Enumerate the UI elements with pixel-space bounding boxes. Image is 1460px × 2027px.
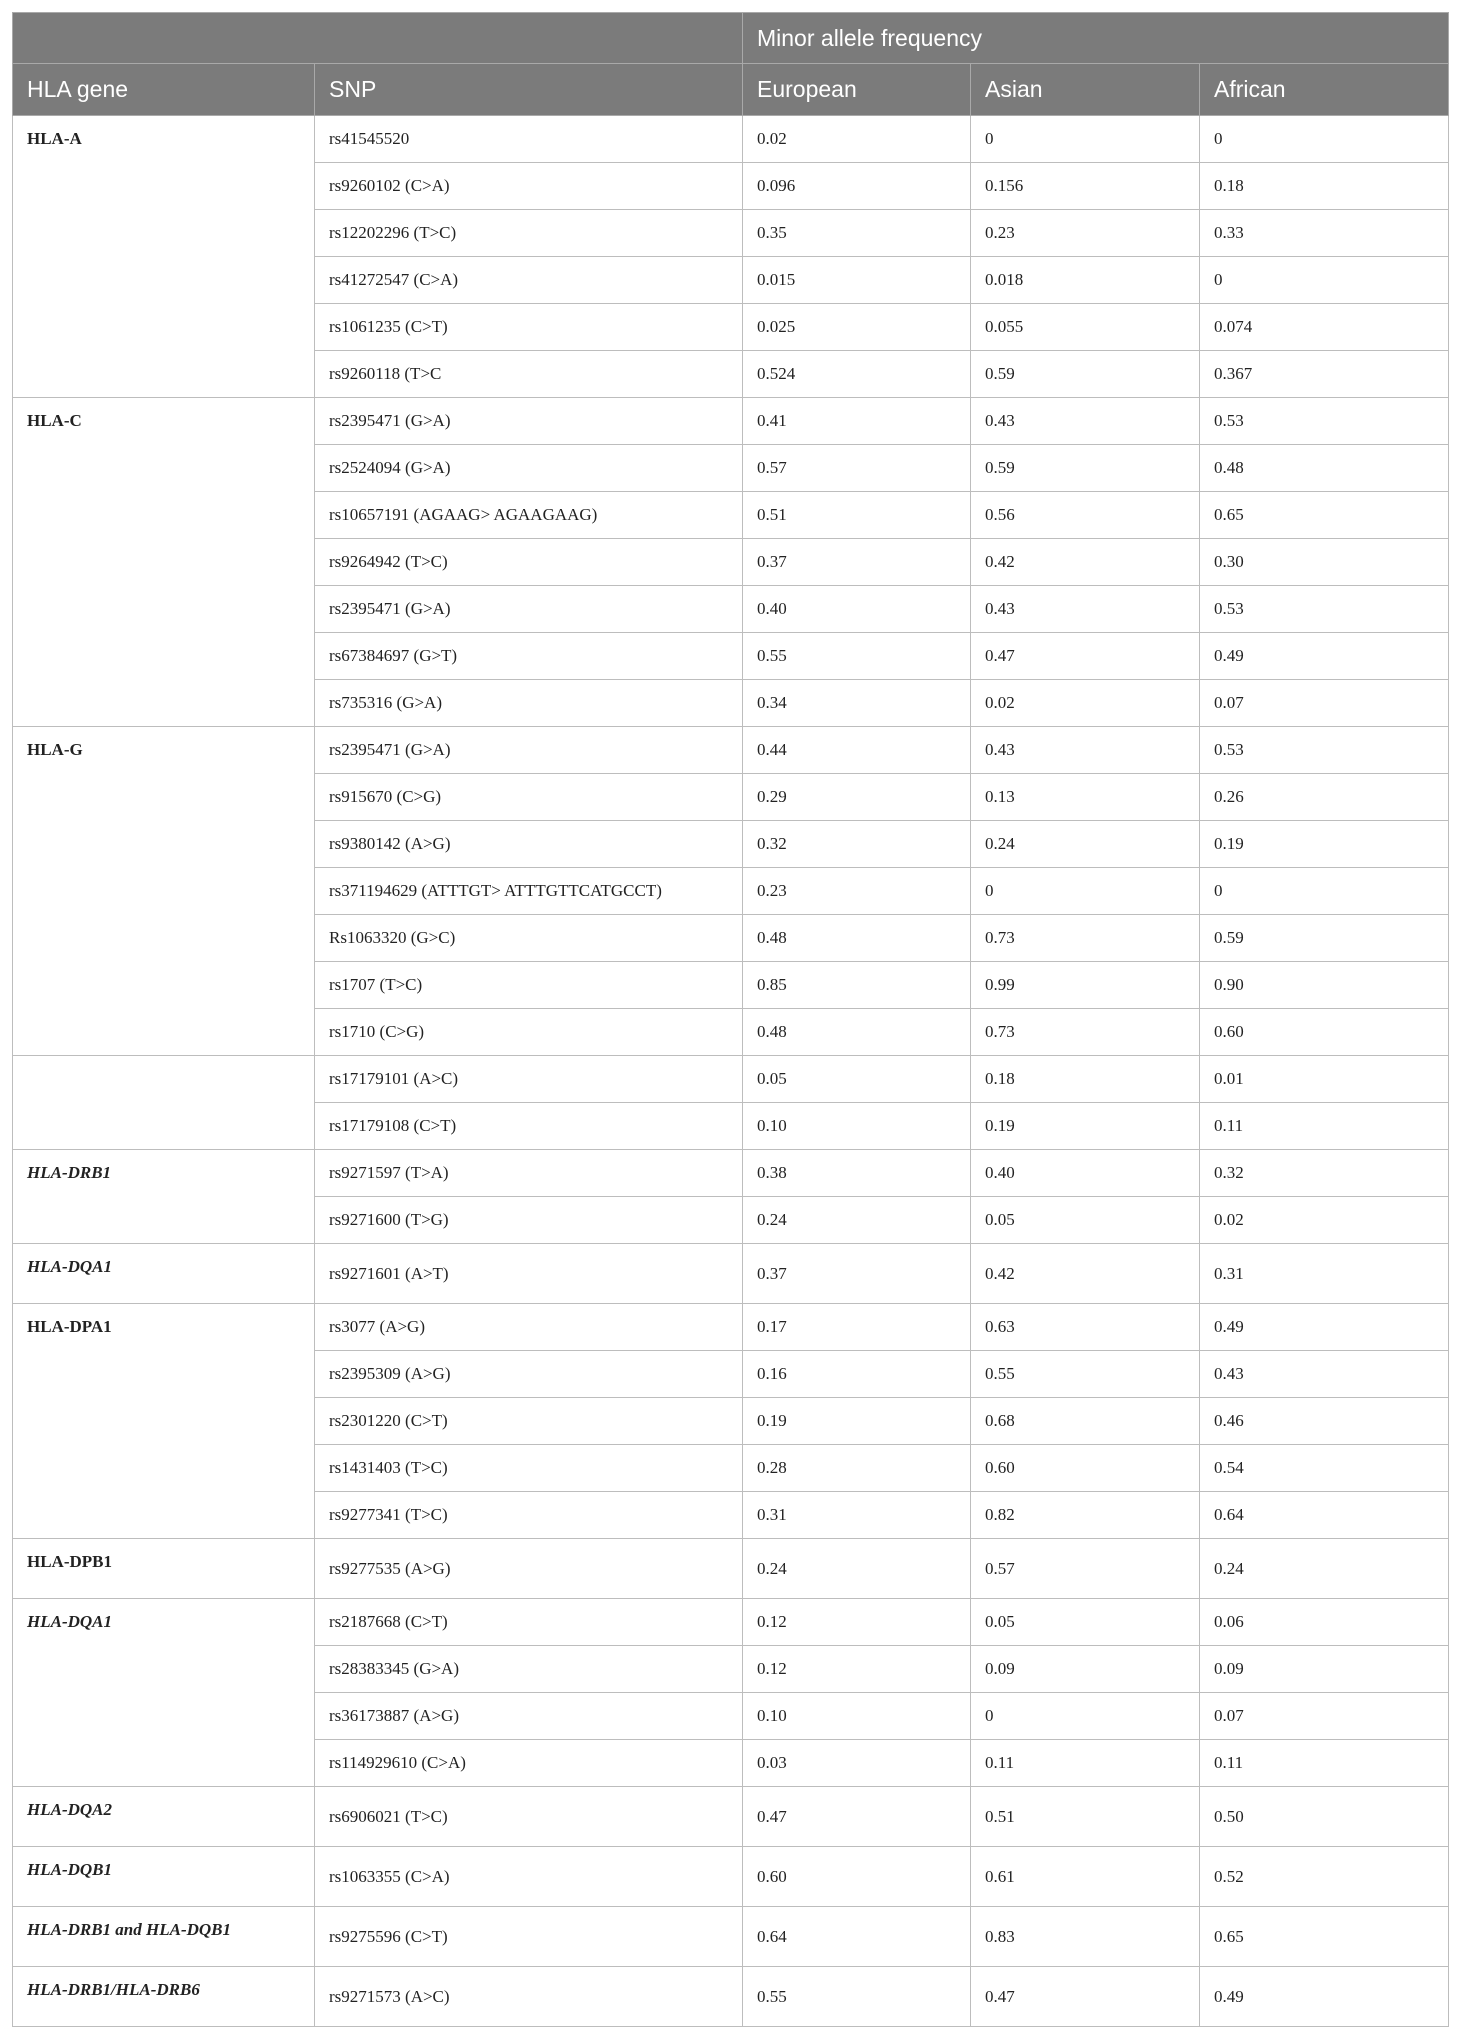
table-row [13,1967,1449,2027]
african-frequency-cell: 0.50 [1200,1787,1449,1847]
european-frequency-cell: 0.55 [743,633,971,680]
table-header [13,13,1449,116]
asian-frequency-cell: 0 [971,1693,1200,1740]
snp-cell: rs2395471 (G>A) [315,727,743,774]
allele-frequency-table-container [12,12,1448,2027]
european-frequency-cell: 0.35 [743,210,971,257]
european-frequency-cell: 0.17 [743,1304,971,1351]
asian-frequency-cell: 0.43 [971,727,1200,774]
asian-frequency-cell: 0.68 [971,1398,1200,1445]
snp-cell: rs28383345 (G>A) [315,1646,743,1693]
european-frequency-cell: 0.40 [743,586,971,633]
asian-frequency-cell: 0.24 [971,821,1200,868]
african-frequency-cell: 0.48 [1200,445,1449,492]
european-frequency-cell: 0.29 [743,774,971,821]
asian-frequency-cell: 0.59 [971,351,1200,398]
african-frequency-cell: 0.65 [1200,492,1449,539]
european-frequency-cell: 0.64 [743,1907,971,1967]
european-frequency-cell: 0.38 [743,1150,971,1197]
african-frequency-cell: 0.49 [1200,1967,1449,2027]
european-frequency-cell: 0.02 [743,116,971,163]
snp-cell: rs9275596 (C>T) [315,1907,743,1967]
snp-cell: rs1707 (T>C) [315,962,743,1009]
african-frequency-cell: 0.11 [1200,1103,1449,1150]
table-row [13,1599,1449,1646]
hla-gene-cell: HLA-DQA1 [13,1599,315,1787]
african-frequency-cell: 0 [1200,868,1449,915]
snp-cell: rs1710 (C>G) [315,1009,743,1056]
european-frequency-cell: 0.51 [743,492,971,539]
snp-cell: rs10657191 (AGAAG> AGAAGAAG) [315,492,743,539]
european-frequency-cell: 0.24 [743,1197,971,1244]
snp-cell: rs9264942 (T>C) [315,539,743,586]
african-frequency-cell: 0 [1200,116,1449,163]
snp-cell: rs9271601 (A>T) [315,1244,743,1304]
european-frequency-cell: 0.57 [743,445,971,492]
snp-cell: rs2395471 (G>A) [315,586,743,633]
asian-frequency-cell: 0.156 [971,163,1200,210]
table-row [13,1787,1449,1847]
table-row [13,1056,1449,1103]
african-frequency-cell: 0.18 [1200,163,1449,210]
asian-frequency-cell: 0.018 [971,257,1200,304]
header-group-row [13,13,1449,64]
asian-frequency-cell: 0.40 [971,1150,1200,1197]
european-frequency-cell: 0.096 [743,163,971,210]
asian-frequency-cell: 0.47 [971,633,1200,680]
asian-frequency-cell: 0.56 [971,492,1200,539]
african-frequency-cell: 0.31 [1200,1244,1449,1304]
european-frequency-cell: 0.03 [743,1740,971,1787]
snp-cell: rs41272547 (C>A) [315,257,743,304]
asian-frequency-cell: 0.43 [971,586,1200,633]
asian-frequency-cell: 0.18 [971,1056,1200,1103]
asian-frequency-cell: 0.82 [971,1492,1200,1539]
asian-frequency-cell: 0.05 [971,1599,1200,1646]
table-row [13,1244,1449,1304]
african-frequency-cell: 0.09 [1200,1646,1449,1693]
african-frequency-cell: 0.59 [1200,915,1449,962]
asian-frequency-cell: 0.42 [971,1244,1200,1304]
african-frequency-cell: 0.49 [1200,633,1449,680]
hla-gene-cell: HLA-DPA1 [13,1304,315,1539]
african-frequency-cell: 0.32 [1200,1150,1449,1197]
european-frequency-cell: 0.31 [743,1492,971,1539]
snp-cell: rs1431403 (T>C) [315,1445,743,1492]
snp-cell: rs9271573 (A>C) [315,1967,743,2027]
snp-cell: rs2395471 (G>A) [315,398,743,445]
european-frequency-cell: 0.32 [743,821,971,868]
european-frequency-cell: 0.47 [743,1787,971,1847]
asian-frequency-cell: 0.99 [971,962,1200,1009]
snp-cell: rs9271597 (T>A) [315,1150,743,1197]
european-frequency-cell: 0.37 [743,1244,971,1304]
european-frequency-cell: 0.12 [743,1646,971,1693]
header-blank-cell [13,13,743,64]
african-frequency-cell: 0.46 [1200,1398,1449,1445]
asian-frequency-cell: 0.43 [971,398,1200,445]
snp-cell: rs2524094 (G>A) [315,445,743,492]
asian-frequency-cell: 0 [971,116,1200,163]
asian-frequency-cell: 0.05 [971,1197,1200,1244]
european-frequency-cell: 0.44 [743,727,971,774]
african-frequency-cell: 0 [1200,257,1449,304]
snp-cell: rs36173887 (A>G) [315,1693,743,1740]
african-frequency-cell: 0.07 [1200,680,1449,727]
snp-cell: rs915670 (C>G) [315,774,743,821]
asian-frequency-cell: 0.57 [971,1539,1200,1599]
table-row [13,1539,1449,1599]
african-frequency-cell: 0.01 [1200,1056,1449,1103]
snp-cell: rs9260102 (C>A) [315,163,743,210]
african-frequency-cell: 0.19 [1200,821,1449,868]
asian-frequency-cell: 0.09 [971,1646,1200,1693]
african-frequency-cell: 0.30 [1200,539,1449,586]
asian-frequency-cell: 0.55 [971,1351,1200,1398]
african-frequency-cell: 0.52 [1200,1847,1449,1907]
snp-cell: rs1063355 (C>A) [315,1847,743,1907]
snp-cell: rs9277341 (T>C) [315,1492,743,1539]
european-frequency-cell: 0.16 [743,1351,971,1398]
hla-gene-cell [13,1056,315,1150]
african-frequency-cell: 0.074 [1200,304,1449,351]
african-frequency-cell: 0.60 [1200,1009,1449,1056]
snp-cell: rs6906021 (T>C) [315,1787,743,1847]
european-frequency-cell: 0.015 [743,257,971,304]
table-row [13,1150,1449,1197]
european-frequency-cell: 0.60 [743,1847,971,1907]
snp-cell: rs17179108 (C>T) [315,1103,743,1150]
european-frequency-cell: 0.28 [743,1445,971,1492]
asian-frequency-cell: 0.63 [971,1304,1200,1351]
asian-frequency-cell: 0.61 [971,1847,1200,1907]
african-frequency-cell: 0.02 [1200,1197,1449,1244]
snp-cell: rs1061235 (C>T) [315,304,743,351]
hla-gene-cell: HLA-DRB1 and HLA-DQB1 [13,1907,315,1967]
snp-cell: rs9277535 (A>G) [315,1539,743,1599]
table-row [13,1907,1449,1967]
european-frequency-cell: 0.34 [743,680,971,727]
european-frequency-cell: 0.41 [743,398,971,445]
header-minor-allele-frequency: Minor allele frequency [743,13,1449,64]
african-frequency-cell: 0.07 [1200,1693,1449,1740]
asian-frequency-cell: 0.13 [971,774,1200,821]
snp-cell: rs2395309 (A>G) [315,1351,743,1398]
african-frequency-cell: 0.53 [1200,398,1449,445]
asian-frequency-cell: 0.19 [971,1103,1200,1150]
snp-cell: rs41545520 [315,116,743,163]
table-row [13,1847,1449,1907]
asian-frequency-cell: 0.02 [971,680,1200,727]
header-african: African [1200,64,1449,116]
asian-frequency-cell: 0.23 [971,210,1200,257]
european-frequency-cell: 0.37 [743,539,971,586]
hla-gene-cell: HLA-A [13,116,315,398]
header-snp: SNP [315,64,743,116]
european-frequency-cell: 0.24 [743,1539,971,1599]
african-frequency-cell: 0.49 [1200,1304,1449,1351]
hla-gene-cell: HLA-DRB1/HLA-DRB6 [13,1967,315,2027]
snp-cell: rs735316 (G>A) [315,680,743,727]
african-frequency-cell: 0.90 [1200,962,1449,1009]
snp-cell: rs12202296 (T>C) [315,210,743,257]
hla-gene-cell: HLA-DRB1 [13,1150,315,1244]
hla-gene-cell: HLA-G [13,727,315,1056]
snp-cell: rs9260118 (T>C [315,351,743,398]
asian-frequency-cell: 0.51 [971,1787,1200,1847]
allele-frequency-table [12,12,1449,2027]
european-frequency-cell: 0.10 [743,1693,971,1740]
african-frequency-cell: 0.367 [1200,351,1449,398]
african-frequency-cell: 0.33 [1200,210,1449,257]
snp-cell: rs2301220 (C>T) [315,1398,743,1445]
african-frequency-cell: 0.26 [1200,774,1449,821]
asian-frequency-cell: 0.60 [971,1445,1200,1492]
european-frequency-cell: 0.19 [743,1398,971,1445]
european-frequency-cell: 0.524 [743,351,971,398]
table-row [13,727,1449,774]
header-hla-gene: HLA gene [13,64,315,116]
european-frequency-cell: 0.48 [743,915,971,962]
african-frequency-cell: 0.24 [1200,1539,1449,1599]
african-frequency-cell: 0.53 [1200,727,1449,774]
table-row [13,398,1449,445]
african-frequency-cell: 0.65 [1200,1907,1449,1967]
european-frequency-cell: 0.10 [743,1103,971,1150]
snp-cell: rs9380142 (A>G) [315,821,743,868]
header-european: European [743,64,971,116]
table-row [13,1304,1449,1351]
european-frequency-cell: 0.48 [743,1009,971,1056]
asian-frequency-cell: 0.59 [971,445,1200,492]
snp-cell: rs2187668 (C>T) [315,1599,743,1646]
european-frequency-cell: 0.23 [743,868,971,915]
african-frequency-cell: 0.06 [1200,1599,1449,1646]
european-frequency-cell: 0.025 [743,304,971,351]
african-frequency-cell: 0.54 [1200,1445,1449,1492]
table-body [13,116,1449,2027]
asian-frequency-cell: 0.73 [971,915,1200,962]
european-frequency-cell: 0.12 [743,1599,971,1646]
hla-gene-cell: HLA-DPB1 [13,1539,315,1599]
asian-frequency-cell: 0.83 [971,1907,1200,1967]
snp-cell: rs17179101 (A>C) [315,1056,743,1103]
hla-gene-cell: HLA-DQA2 [13,1787,315,1847]
asian-frequency-cell: 0.055 [971,304,1200,351]
african-frequency-cell: 0.64 [1200,1492,1449,1539]
european-frequency-cell: 0.05 [743,1056,971,1103]
header-asian: Asian [971,64,1200,116]
asian-frequency-cell: 0.73 [971,1009,1200,1056]
hla-gene-cell: HLA-C [13,398,315,727]
snp-cell: rs114929610 (C>A) [315,1740,743,1787]
hla-gene-cell: HLA-DQB1 [13,1847,315,1907]
snp-cell: Rs1063320 (G>C) [315,915,743,962]
european-frequency-cell: 0.55 [743,1967,971,2027]
snp-cell: rs67384697 (G>T) [315,633,743,680]
african-frequency-cell: 0.43 [1200,1351,1449,1398]
asian-frequency-cell: 0.42 [971,539,1200,586]
european-frequency-cell: 0.85 [743,962,971,1009]
asian-frequency-cell: 0 [971,868,1200,915]
african-frequency-cell: 0.11 [1200,1740,1449,1787]
snp-cell: rs3077 (A>G) [315,1304,743,1351]
asian-frequency-cell: 0.11 [971,1740,1200,1787]
hla-gene-cell: HLA-DQA1 [13,1244,315,1304]
table-row [13,116,1449,163]
african-frequency-cell: 0.53 [1200,586,1449,633]
asian-frequency-cell: 0.47 [971,1967,1200,2027]
header-columns-row [13,64,1449,116]
snp-cell: rs371194629 (ATTTGT> ATTTGTTCATGCCT) [315,868,743,915]
snp-cell: rs9271600 (T>G) [315,1197,743,1244]
